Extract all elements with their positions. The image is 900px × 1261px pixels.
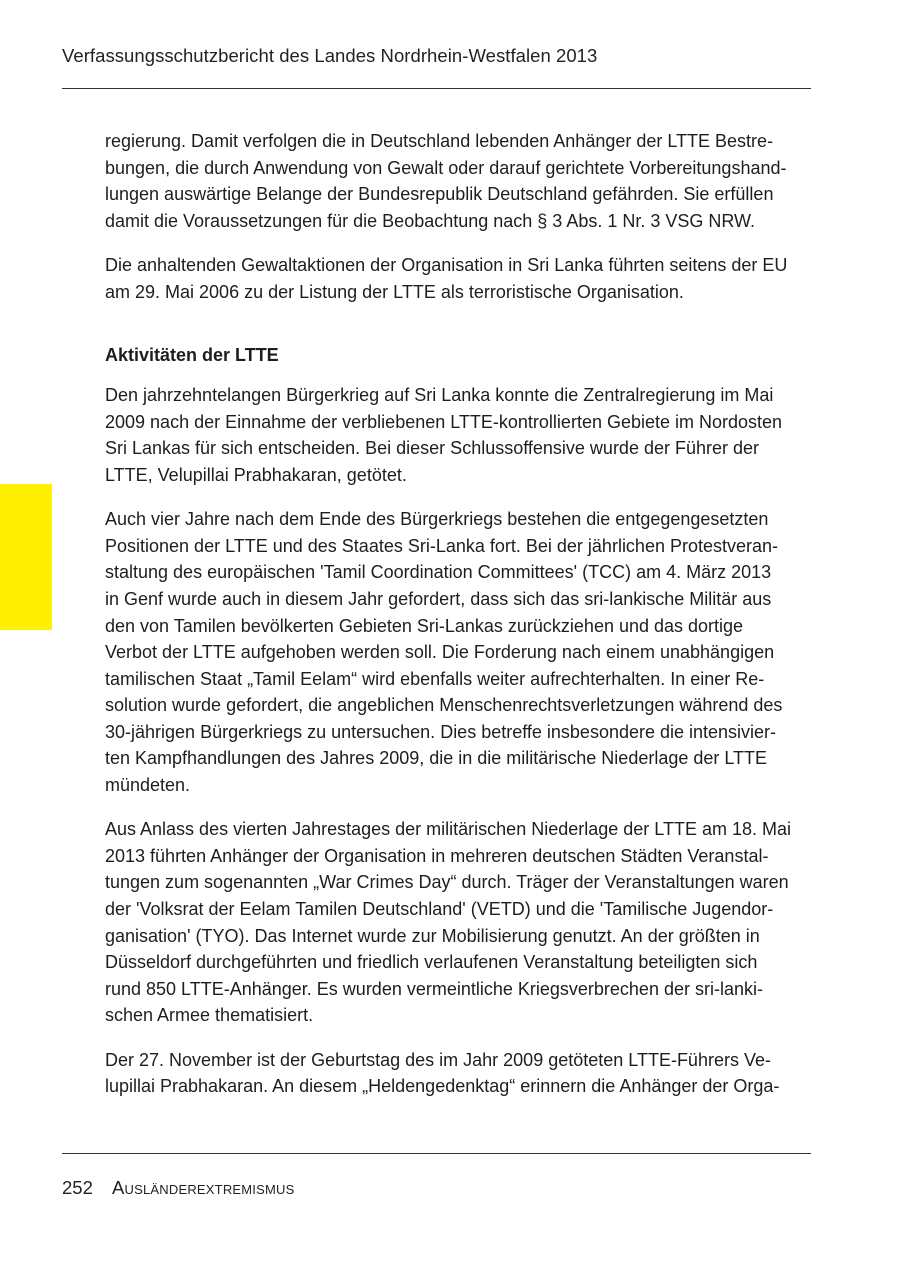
paragraph-1 — [105, 128, 817, 234]
header-divider — [62, 88, 811, 89]
text-line: Den jahrzehntelangen Bürgerkrieg auf Sri Lanka konnte die Zentralregierung im Mai — [105, 385, 774, 406]
text-line: ten Kampfhandlungen des Jahres 2009, die in die militärische Niederlage der LTTE — [105, 748, 768, 769]
page-body — [105, 128, 817, 1117]
text-line: staltung des europäischen 'Tamil Coordination Committees' (TCC) am 4. März 2013 — [105, 562, 772, 583]
paragraph-2 — [105, 252, 817, 305]
text-line: mündeten. — [105, 775, 191, 796]
page-footer — [62, 1177, 294, 1199]
section-heading: Aktivitäten der LTTE — [105, 345, 279, 366]
paragraph-5 — [105, 816, 817, 1029]
text-line: Auch vier Jahre nach dem Ende des Bürgerkriegs bestehen die entgegengesetzten — [105, 509, 769, 530]
text-line: Positionen der LTTE und des Staates Sri-Lanka fort. Bei der jährlichen Protestveran- — [105, 535, 779, 556]
text-line: lungen auswärtige Belange der Bundesrepublik Deutschland gefährden. Sie erfüllen — [105, 184, 774, 205]
text-line: Verbot der LTTE aufgehoben werden soll. Die Forderung nach einem unabhängigen — [105, 642, 775, 663]
text-line: Der 27. November ist der Geburtstag des im Jahr 2009 getöteten LTTE-Führers Ve- — [105, 1049, 771, 1070]
text-line: der 'Volksrat der Eelam Tamilen Deutschland' (VETD) und die 'Tamilische Jugendor- — [105, 899, 774, 920]
page-number: 252 — [62, 1177, 93, 1198]
paragraph-4 — [105, 506, 817, 799]
text-line: den von Tamilen bevölkerten Gebieten Sri-Lankas zurückziehen und das dortige — [105, 615, 744, 636]
footer-divider — [62, 1153, 811, 1154]
text-line: tungen zum sogenannten „War Crimes Day“ durch. Träger der Veranstaltungen waren — [105, 872, 789, 893]
text-line: Sri Lankas für sich entscheiden. Bei dieser Schlussoffensive wurde der Führer der — [105, 438, 760, 459]
text-line: 2013 führten Anhänger der Organisation in mehreren deutschen Städten Veranstal- — [105, 845, 769, 866]
paragraph-3 — [105, 382, 817, 488]
text-line: am 29. Mai 2006 zu der Listung der LTTE als terroristische Organisation. — [105, 281, 684, 302]
text-line: 30-jährigen Bürgerkriegs zu untersuchen. Dies betreffe insbesondere die intensivier- — [105, 721, 777, 742]
running-header: Verfassungsschutzbericht des Landes Nordrhein-Westfalen 2013 — [62, 45, 598, 66]
chapter-marker-tab — [0, 484, 52, 630]
text-line: tamilischen Staat „Tamil Eelam“ wird ebenfalls weiter aufrechterhalten. In einer Re- — [105, 668, 765, 689]
text-line: LTTE, Velupillai Prabhakaran, getötet. — [105, 464, 407, 485]
text-line: lupillai Prabhakaran. An diesem „Heldengedenktag“ erinnern die Anhänger der Orga- — [105, 1076, 780, 1097]
text-line: ganisation' (TYO). Das Internet wurde zur Mobilisierung genutzt. An der größten in — [105, 925, 760, 946]
text-line: 2009 nach der Einnahme der verbliebenen LTTE-kontrollierten Gebiete im Nordosten — [105, 411, 783, 432]
paragraph-6 — [105, 1047, 817, 1100]
text-line: Die anhaltenden Gewaltaktionen der Organisation in Sri Lanka führten seitens der EU — [105, 254, 788, 275]
text-line: Düsseldorf durchgeführten und friedlich verlaufenen Veranstaltung beteiligten sich — [105, 952, 758, 973]
section-title: Ausländerextremismus — [112, 1177, 295, 1198]
text-line: rund 850 LTTE-Anhänger. Es wurden vermeintliche Kriegsverbrechen der sri-lanki- — [105, 978, 763, 999]
text-line: in Genf wurde auch in diesem Jahr gefordert, dass sich das sri-lankische Militär aus — [105, 588, 772, 609]
text-line: bungen, die durch Anwendung von Gewalt oder darauf gerichtete Vorbereitungshand- — [105, 157, 787, 178]
text-line: damit die Voraussetzungen für die Beobachtung nach § 3 Abs. 1 Nr. 3 VSG NRW. — [105, 210, 756, 231]
text-line: Aus Anlass des vierten Jahrestages der militärischen Niederlage der LTTE am 18. Mai — [105, 819, 791, 840]
text-line: schen Armee thematisiert. — [105, 1005, 314, 1026]
text-line: regierung. Damit verfolgen die in Deutschland lebenden Anhänger der LTTE Bestre- — [105, 131, 774, 151]
text-line: solution wurde gefordert, die angeblichen Menschenrechtsverletzungen während des — [105, 695, 783, 716]
